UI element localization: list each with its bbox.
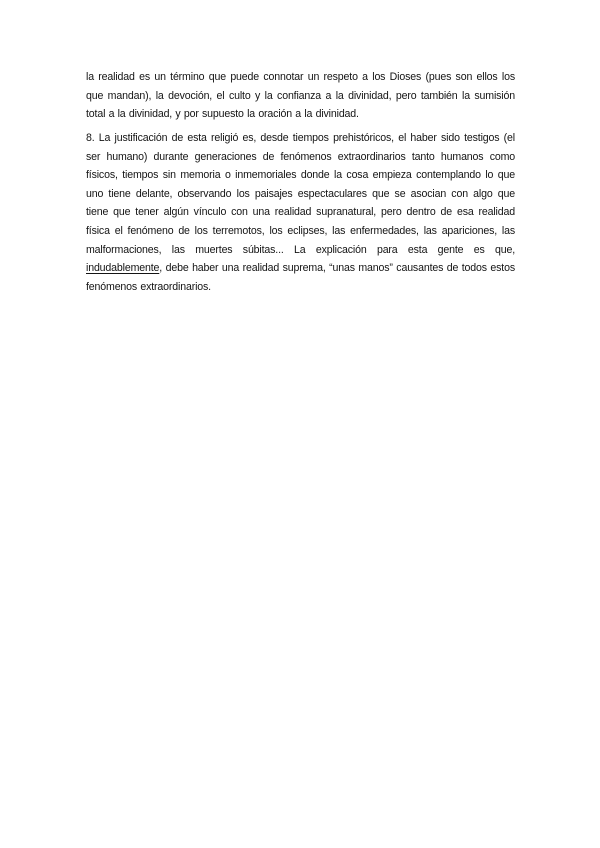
underlined-word: indudablemente <box>86 262 160 275</box>
paragraph-2-text-end: , debe haber una realidad suprema, “unas manos” causantes de todos estos fenómenos extraordinarios. <box>86 262 515 293</box>
paragraph-1 <box>86 68 515 124</box>
paragraph-2-text-start: 8. La justificación de esta religió es, desde tiempos prehistóricos, el haber sido testigos (el ser humano) durante generaciones de fenómenos extraordinarios tanto humanos como físicos, tiempos sin memoria o inmemoriales donde la cosa empieza contemplando lo que uno tiene delante, observando los paisajes espectaculares que se asocian con algo que tiene que tener algún vínculo con una realidad supranatural, pero dentro de esa realidad física el fenómeno de los terremotos, los eclipses, las enfermedades, las apariciones, las malformaciones, las muertes súbitas... La explicación para esta gente es que, <box>86 132 515 256</box>
paragraph-2 <box>86 129 515 296</box>
paragraph-1-text: la realidad es un término que puede connotar un respeto a los Dioses (pues son ellos los que mandan), la devoción, el culto y la confianza a la divinidad, pero también la sumisión total a la divinidad, y por supuesto la oración a la divinidad. <box>86 71 515 121</box>
